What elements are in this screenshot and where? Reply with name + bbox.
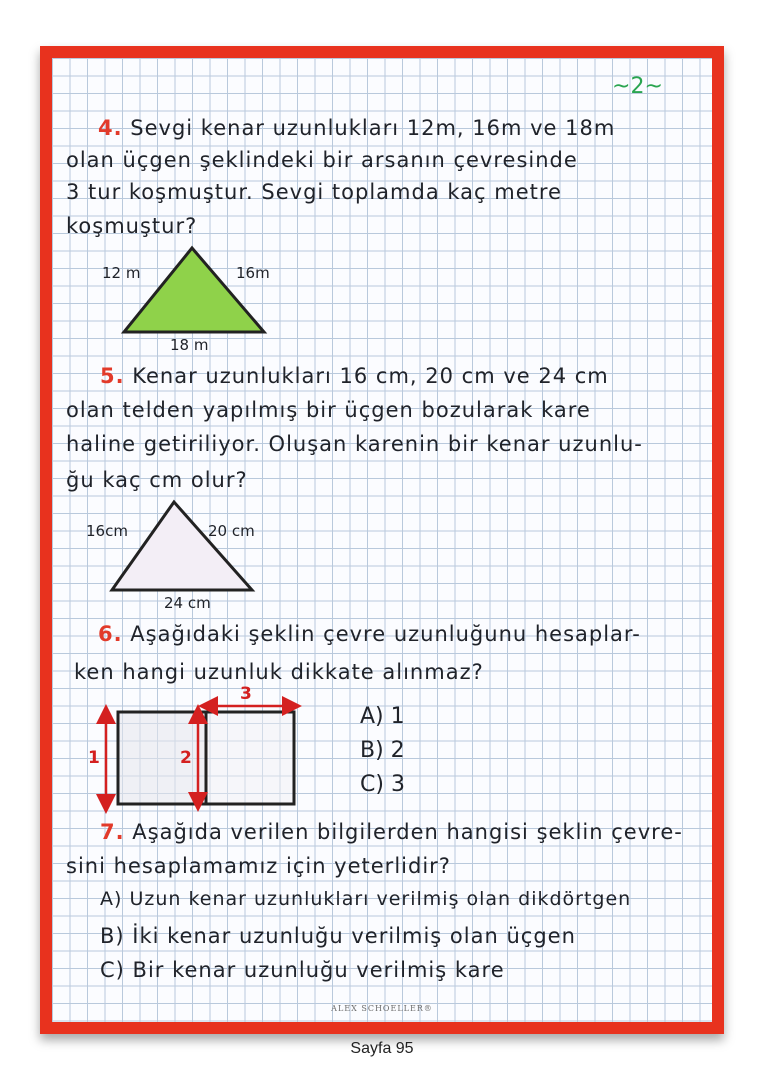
q5-line-1: 5. Kenar uzunlukları 16 cm, 20 cm ve 24 cm — [100, 364, 609, 388]
q7-option-a: A) Uzun kenar uzunlukları verilmiş olan dikdörtgen — [100, 888, 632, 910]
q4-left-side-label: 12 m — [102, 264, 141, 282]
q6-label-2: 2 — [180, 748, 192, 768]
sheet-number: ~2~ — [612, 74, 663, 99]
q5-line-2: olan telden yapılmış bir üçgen bozularak kare — [66, 398, 591, 422]
page-number: Sayfa 95 — [350, 1040, 414, 1057]
worksheet-page — [52, 58, 712, 1022]
q4-number: 4. — [98, 116, 123, 140]
q5-line-4: ğu kaç cm olur? — [66, 468, 248, 492]
q4-right-side-label: 16m — [236, 264, 270, 282]
q5-bottom-side-label: 24 cm — [164, 594, 211, 612]
q6-option-c: C) 3 — [360, 772, 405, 797]
q6-line-1: 6. Aşağıdaki şeklin çevre uzunluğunu hesaplar- — [98, 622, 641, 646]
q7-number: 7. — [100, 820, 125, 844]
q5-line-3: haline getiriliyor. Oluşan karenin bir kenar uzunlu- — [66, 432, 643, 456]
paper-brand: ALEX SCHOELLER® — [331, 1004, 433, 1013]
q6-label-1: 1 — [88, 748, 100, 768]
q6-left-rectangle — [118, 712, 206, 804]
q7-option-c: C) Bir kenar uzunluğu verilmiş kare — [100, 958, 505, 982]
q6-number: 6. — [98, 622, 123, 646]
q4-line-2: olan üçgen şeklindeki bir arsanın çevresinde — [66, 148, 578, 172]
q5-number: 5. — [100, 364, 125, 388]
q5-right-side-label: 20 cm — [208, 522, 255, 540]
q5-left-side-label: 16cm — [86, 522, 128, 540]
q4-bottom-side-label: 18 m — [170, 336, 209, 354]
q7-line-1: 7. Aşağıda verilen bilgilerden hangisi şeklin çevre- — [100, 820, 683, 844]
q7-option-b: B) İki kenar uzunluğu verilmiş olan üçgen — [100, 924, 576, 948]
q6-option-a: A) 1 — [360, 704, 405, 729]
q7-line-2: sini hesaplamamız için yeterlidir? — [66, 854, 451, 878]
q6-line-2: ken hangi uzunluk dikkate alınmaz? — [74, 660, 484, 684]
q4-line-1: 4. Sevgi kenar uzunlukları 12m, 16m ve 18m — [98, 116, 616, 140]
q6-option-b: B) 2 — [360, 738, 405, 763]
q4-line-4: koşmuştur? — [66, 214, 198, 238]
q6-label-3: 3 — [240, 684, 252, 704]
q4-line-3: 3 tur koşmuştur. Sevgi toplamda kaç metre — [66, 180, 562, 204]
q6-right-rectangle — [206, 712, 294, 804]
